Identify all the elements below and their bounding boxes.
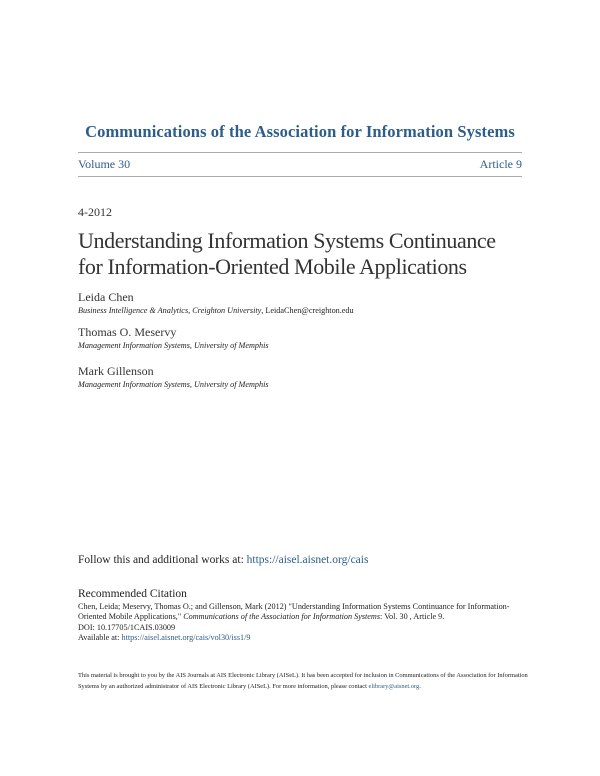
footer-text: This material is brought to you by the AIS Journals at AIS Electronic Library (AISeL). It has been accepted for inclusion in Communications of the Association for Information Systems by an authorized administrator of AIS Electronic Library (AISeL). For more information, please contact [78, 672, 528, 690]
citation-text: Chen, Leida; Meservy, Thomas O.; and Gillenson, Mark (2012) "Understanding Information Systems Continuance for Information-Oriented Mobile Applications," [78, 602, 510, 622]
recommended-citation-heading: Recommended Citation [78, 588, 187, 600]
paper-title-line-2: for Information-Oriented Mobile Applications [78, 254, 467, 279]
header-top-rule [78, 152, 522, 153]
author-name-2: Thomas O. Meservy [78, 325, 177, 339]
article-link[interactable]: Article 9 [479, 157, 522, 171]
paper-title [78, 228, 528, 280]
author-affiliation-1: Business Intelligence & Analytics, Creighton University, LeidaChen@creighton.edu [78, 306, 354, 315]
available-label: Available at: [78, 632, 122, 642]
citation-journal: Communications of the Association for Information Systems [183, 612, 381, 622]
follow-line [78, 554, 368, 566]
footer-email-link[interactable]: elibrary@aisnet.org [368, 682, 420, 690]
citation-doi: DOI: 10.17705/1CAIS.03009 [78, 622, 176, 632]
paper-title-line-1: Understanding Information Systems Continuance [78, 228, 496, 253]
citation-block [78, 602, 528, 643]
author-affiliation-2: Management Information Systems, University of Memphis [78, 341, 269, 350]
citation-volume: : Vol. 30 , Article 9. [380, 612, 445, 622]
footer-notice: This material is brought to you by the AIS Journals at AIS Electronic Library (AISeL). It has been accepted for inclusion in Communications of the Association for Information Systems by an authorized administrator of AIS Electronic Library (AISeL). For more information, please contact elibrary@aisnet.org. [78, 672, 528, 690]
publication-date: 4-2012 [78, 205, 112, 219]
follow-text: Follow this and additional works at: [78, 554, 247, 566]
volume-row [78, 157, 522, 172]
author-affiliation-3: Management Information Systems, University of Memphis [78, 380, 269, 389]
header-bottom-rule [78, 176, 522, 177]
author-name-1: Leida Chen [78, 290, 134, 304]
volume-link[interactable]: Volume 30 [78, 157, 131, 171]
author-email-1[interactable]: LeidaChen@creighton.edu [265, 306, 354, 315]
follow-link[interactable]: https://aisel.aisnet.org/cais [246, 554, 369, 566]
available-link[interactable]: https://aisel.aisnet.org/cais/vol30/iss1/9 [121, 632, 251, 642]
journal-title[interactable]: Communications of the Association for Information Systems [85, 122, 515, 141]
author-name-3: Mark Gillenson [78, 364, 154, 378]
